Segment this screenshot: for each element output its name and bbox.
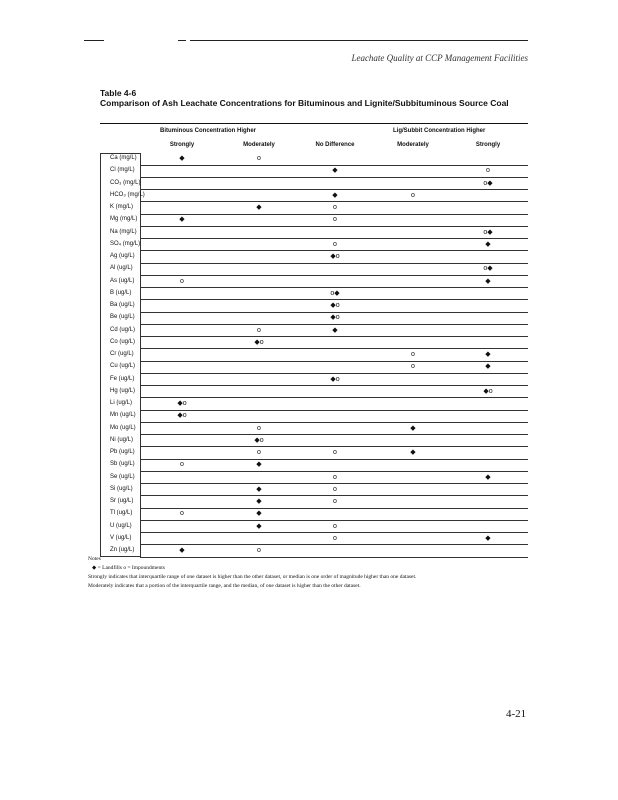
table-row — [100, 312, 528, 325]
result-marker: o — [333, 485, 337, 493]
result-marker: o — [333, 473, 337, 481]
group-header-bituminous: Bituminous Concentration Higher — [160, 128, 256, 134]
result-marker: ◆ — [179, 216, 185, 224]
result-marker: ◆o — [254, 338, 264, 346]
table-row — [100, 325, 528, 338]
result-marker: ◆ — [256, 204, 262, 211]
running-head: Leachate Quality at CCP Management Facilities — [351, 53, 528, 63]
table-row — [100, 239, 528, 252]
row-label: Pb (ug/L) — [110, 449, 135, 455]
row-label: Ba (ug/L) — [110, 302, 135, 308]
table-row — [100, 398, 528, 411]
notes-moderately: Moderately indicates that a portion of the interquartile range, and the median, of one dataset is higher than the other dataset. — [88, 583, 361, 589]
result-marker: ◆ — [256, 522, 262, 530]
result-marker: o — [257, 155, 261, 162]
row-label: Na (mg/L) — [110, 228, 137, 235]
notes-legend: ◆ = Landfills o = Impoundments — [92, 565, 165, 571]
result-marker: o — [411, 351, 415, 358]
row-label: Zn (ug/L) — [110, 547, 135, 553]
table-row — [100, 374, 528, 387]
result-marker: o — [333, 240, 337, 248]
table-row — [100, 533, 528, 546]
row-label: Ni (ug/L) — [110, 436, 134, 443]
result-marker: o — [180, 277, 184, 285]
table-row — [100, 410, 528, 423]
result-marker: o — [333, 449, 337, 456]
row-label: K (mg/L) — [110, 204, 134, 210]
header-rule — [190, 40, 528, 41]
result-marker: o — [486, 167, 490, 175]
table-row — [100, 227, 528, 240]
result-marker: ◆ — [256, 510, 262, 518]
table-row — [100, 459, 528, 472]
result-marker: o — [257, 547, 261, 554]
row-label: Ca (mg/L) — [110, 155, 137, 161]
row-label: SO₄ (mg/L) — [110, 240, 141, 247]
col-header-strongly-bit: Strongly — [169, 142, 195, 148]
col-header-strongly-lig: Strongly — [475, 142, 501, 148]
result-marker: ◆ — [485, 363, 491, 371]
col-header-moderately-lig: Moderately — [397, 142, 429, 148]
result-marker: ◆ — [410, 424, 416, 432]
table-row — [100, 521, 528, 534]
row-label: Sb (ug/L) — [110, 461, 135, 468]
table-row — [100, 202, 528, 215]
table-row — [100, 263, 528, 276]
row-label: As (ug/L) — [110, 277, 135, 284]
row-label: CO₃ (mg/L) — [110, 179, 141, 186]
row-label: Sr (ug/L) — [110, 498, 134, 504]
table-row — [100, 508, 528, 521]
result-marker: o — [411, 363, 415, 371]
result-marker: o — [180, 510, 184, 518]
table-row — [100, 300, 528, 313]
result-marker: ◆ — [179, 155, 185, 162]
result-marker: ◆o — [177, 400, 187, 407]
row-label: Mg (mg/L) — [110, 216, 138, 223]
result-marker: ◆o — [177, 412, 187, 420]
result-marker: o — [411, 191, 415, 199]
result-marker: ◆ — [485, 534, 491, 542]
row-label: Al (ug/L) — [110, 265, 133, 272]
header-rule-fragment — [178, 40, 186, 41]
table-row — [100, 472, 528, 485]
result-marker: ◆ — [332, 326, 338, 334]
result-marker: ◆ — [256, 498, 262, 505]
result-marker: o — [180, 461, 184, 469]
table-row — [100, 423, 528, 436]
result-marker: ◆ — [410, 449, 416, 456]
result-marker: ◆o — [254, 436, 264, 444]
result-marker: o◆ — [483, 228, 493, 236]
page-number: 4-21 — [506, 708, 527, 720]
row-label: Cl (mg/L) — [110, 167, 135, 174]
result-marker: ◆o — [483, 387, 493, 395]
table-row — [100, 276, 528, 289]
row-label: Hg (ug/L) — [110, 387, 136, 394]
table-row — [100, 386, 528, 399]
row-label: Ag (ug/L) — [110, 253, 135, 259]
result-marker: ◆ — [332, 191, 338, 199]
row-label: Cd (ug/L) — [110, 326, 136, 333]
result-marker: o — [333, 534, 337, 542]
result-marker: ◆o — [330, 302, 340, 309]
notes-strongly: Strongly indicates that interquartile range of one dataset is higher than the other dataset, or median is one order of magnitude higher than one dataset. — [88, 574, 417, 580]
group-header-lignite: Lig/Subbit Concentration Higher — [393, 128, 486, 134]
result-marker: ◆ — [179, 547, 185, 554]
table-row — [100, 165, 528, 178]
header-rule-fragment — [84, 40, 104, 41]
table-row — [100, 288, 528, 301]
row-label: Tl (ug/L) — [110, 510, 133, 517]
col-header-moderately-bit: Moderately — [243, 142, 275, 148]
table-title: Comparison of Ash Leachate Concentrations for Bituminous and Lignite/Subbituminous Source Coal — [100, 98, 509, 108]
result-marker: o — [333, 498, 337, 505]
result-marker: o◆ — [483, 179, 493, 187]
table-row — [100, 214, 528, 227]
result-marker: o — [257, 326, 261, 334]
notes — [88, 555, 528, 591]
table-row — [100, 349, 528, 362]
table-row — [100, 447, 528, 460]
result-marker: o — [257, 449, 261, 456]
row-label: Se (ug/L) — [110, 473, 135, 480]
row-label: Mo (ug/L) — [110, 424, 136, 431]
result-marker: ◆ — [256, 485, 262, 493]
label-column-frame — [100, 153, 140, 557]
row-label: Li (ug/L) — [110, 400, 133, 406]
result-marker: o◆ — [483, 265, 493, 273]
table-row — [100, 435, 528, 448]
result-marker: ◆ — [332, 167, 338, 175]
table-row — [100, 484, 528, 497]
table-row — [100, 178, 528, 191]
table-row — [100, 496, 528, 509]
result-marker: o — [257, 424, 261, 432]
result-marker: o — [333, 216, 337, 224]
table-number: Table 4-6 — [100, 88, 137, 98]
row-label: HCO₃ (mg/L) — [110, 191, 145, 198]
result-marker: ◆ — [256, 461, 262, 469]
result-marker: o◆ — [330, 289, 340, 297]
result-marker: ◆ — [485, 277, 491, 285]
row-label: Si (ug/L) — [110, 485, 133, 492]
result-marker: ◆ — [485, 240, 491, 248]
result-marker: o — [333, 204, 337, 211]
row-label: U (ug/L) — [110, 522, 132, 529]
row-label: Cr (ug/L) — [110, 351, 134, 357]
table-row — [100, 251, 528, 264]
row-label: Fe (ug/L) — [110, 375, 135, 382]
notes-heading: Notes — [88, 556, 101, 562]
row-label: B (ug/L) — [110, 289, 132, 296]
table-row — [100, 153, 528, 166]
table-row — [100, 361, 528, 374]
result-marker: ◆o — [330, 314, 340, 322]
result-marker: ◆o — [330, 375, 340, 383]
result-marker: ◆ — [485, 473, 491, 481]
result-marker: o — [333, 522, 337, 530]
table-row — [100, 190, 528, 203]
row-label: Cu (ug/L) — [110, 363, 136, 370]
row-label: V (ug/L) — [110, 534, 132, 541]
row-label: Co (ug/L) — [110, 338, 136, 345]
title-rule — [100, 123, 528, 124]
col-header-no-difference: No Difference — [315, 142, 355, 148]
row-label: Mn (ug/L) — [110, 412, 136, 419]
result-marker: ◆ — [485, 351, 491, 358]
result-marker: ◆o — [330, 253, 340, 260]
table-row — [100, 337, 528, 350]
row-label: Be (ug/L) — [110, 314, 135, 321]
